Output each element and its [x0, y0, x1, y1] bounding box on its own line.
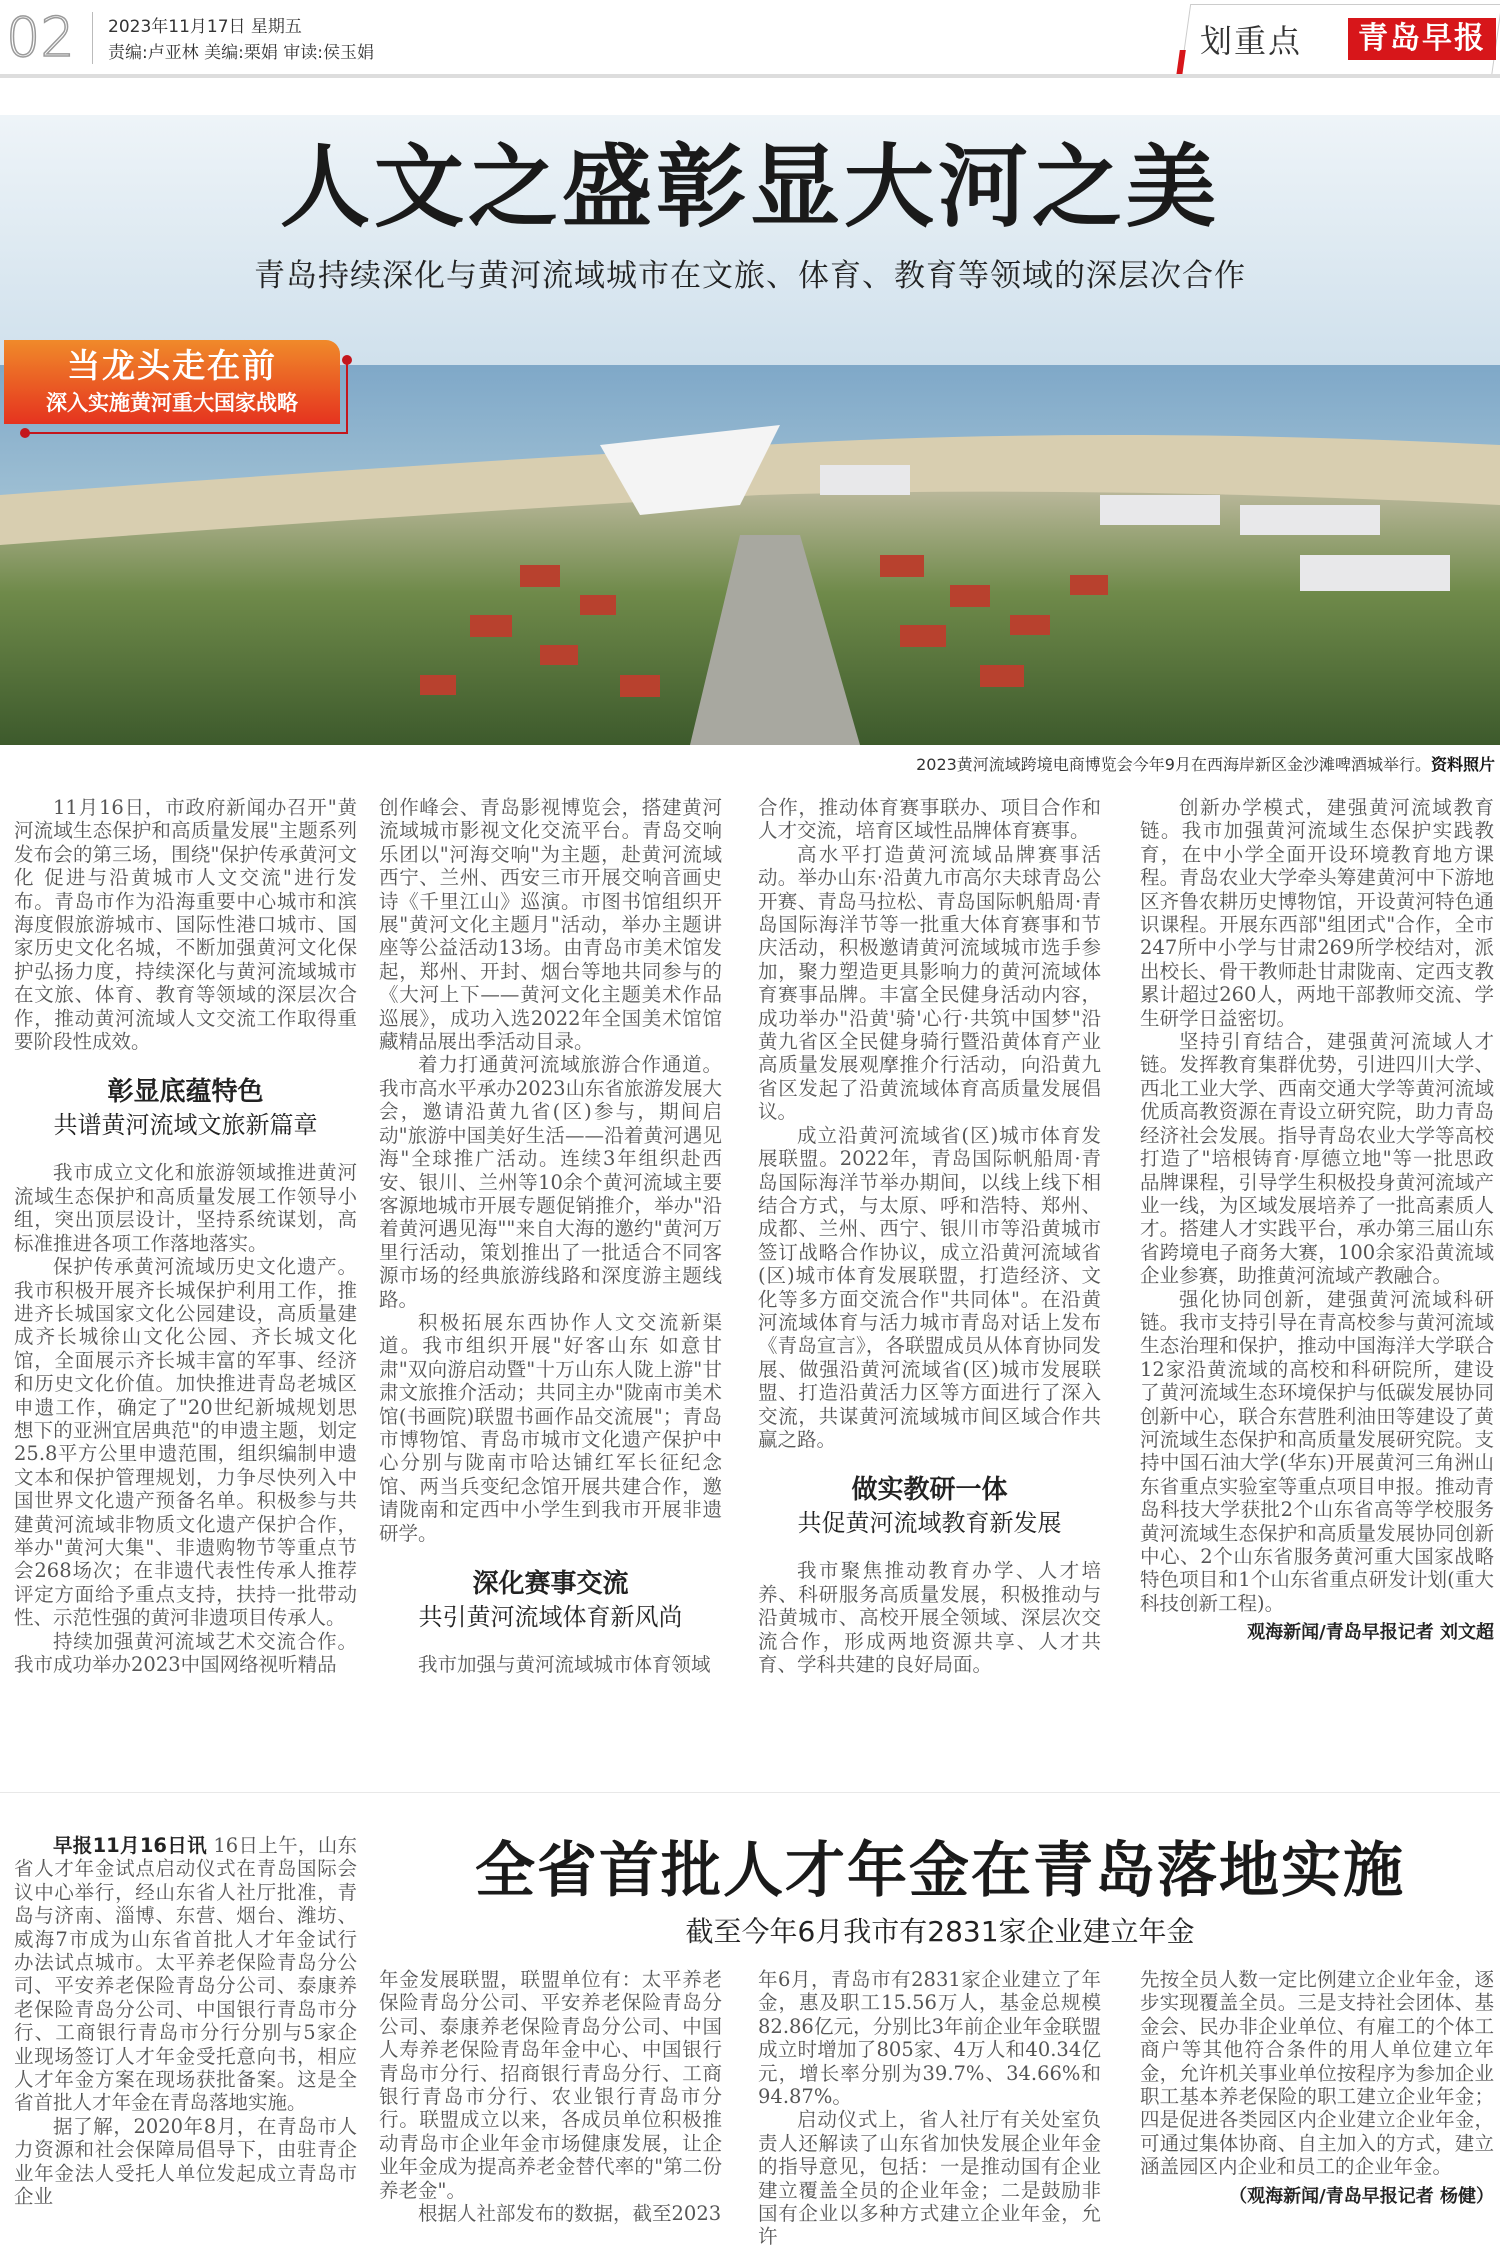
paragraph: 坚持引育结合，建强黄河流域人才链。发挥教育集群优势，引进四川大学、西北工业大学、西南交通大学等黄河流域优质高教资源在青设立研究院，助力青岛经济社会发展。指导青岛农业大学等高校打造了"培根铸育·厚德立地"等一批思政品牌课程，引导学生积极投身黄河流域产业一线，为区域发展培养了一批高素质人才。搭建人才实践平台，承办第三届山东省跨境电子商务大赛，100余家沿黄流域企业参赛，助推黄河流域产教融合。	[1140, 1030, 1494, 1288]
page-header	[0, 0, 1500, 80]
editor-credits: 责编:卢亚林 美编:栗娟 审读:侯玉娟	[108, 43, 374, 63]
byline: （观海新闻/青岛早报记者 杨健）	[1229, 2185, 1494, 2207]
newspaper-logo: 青岛早报	[1348, 18, 1496, 60]
story-column-4	[1140, 1968, 1494, 2208]
section-subheading	[758, 1473, 1101, 1539]
story-column-2	[379, 1968, 722, 2225]
paragraph: 我市成立文化和旅游领域推进黄河流域生态保护和高质量发展工作领导小组，突出顶层设计，坚持系统谋划，高标准推进各项工作落地落实。	[14, 1161, 357, 1255]
subheading-line2: 共谱黄河流域文旅新篇章	[53, 1111, 318, 1140]
paragraph: 年6月，青岛市有2831家企业建立了年金，惠及职工15.56万人，基金总规模82.86亿元，分别比3年前企业年金联盟成立时增加了805家、4万人和40.34亿元，增长率分别为39.7%、34.66%和94.87%。	[758, 1968, 1101, 2109]
paragraph: 成立沿黄河流域省(区)城市体育发展联盟。2022年，青岛国际帆船周·青岛国际海洋节举办期间，以线上线下相结合方式，与太原、呼和浩特、郑州、成都、兰州、西宁、银川市等沿黄城市签订战略合作协议，成立沿黄河流域省(区)城市体育发展联盟，打造经济、文化等多方面交流合作"共同体"。在沿黄河流域体育与活力城市青岛对话上发布《青岛宣言》，各联盟成员从体育协同发展、做强沿黄河流域省(区)城市发展联盟、打造沿黄活力区等方面进行了深入交流，共谋黄河流域城市间区域合作共赢之路。	[758, 1123, 1101, 1451]
paragraph: 我市聚焦推动教育办学、人才培养、科研服务高质量发展，积极推动与沿黄城市、高校开展全领域、深层次交流合作，形成两地资源共享、人才共育、学科共建的良好局面。	[758, 1559, 1101, 1676]
banner-title: 当龙头走在前	[67, 346, 277, 385]
paragraph: 根据人社部发布的数据，截至2023	[418, 2202, 722, 2226]
paragraph: 先按全员人数一定比例建立企业年金，逐步实现覆盖全员。三是支持社会团体、基金会、民办非企业单位、有雇工的个体工商户等其他符合条件的用人单位建立年金，允许机关事业单位按程序为参加企业职工基本养老保险的职工建立企业年金；四是促进各类园区内企业建立企业年金，可通过集体协商、自主加入的方式，建立涵盖园区内企业和员工的企业年金。	[1140, 1968, 1494, 2179]
banner-subtitle: 深入实施黄河重大国家战略	[46, 390, 298, 415]
article-column-4	[1140, 796, 1494, 1645]
subheading-line2: 共引黄河流域体育新风尚	[418, 1603, 683, 1631]
banner-decor-dot	[20, 428, 30, 438]
section-subheading	[379, 1567, 722, 1633]
subheading-line1: 深化赛事交流	[472, 1569, 629, 1599]
column-banner	[4, 340, 340, 424]
paragraph: 保护传承黄河流域历史文化遗产。我市积极开展齐长城保护利用工作，推进齐长城国家文化公园建设，高质量建成齐长城徐山文化公园、齐长城文化馆，全面展示齐长城丰富的军事、经济和历史文化价值。加快推进青岛老城区申遗工作，确定了"20世纪新城规划思想下的亚洲宜居典范"的申遗主题，划定25.8平方公里申遗范围，组织编制申遗文本和保护管理规划，力争尽快列入中国世界文化遗产预备名单。积极参与共建黄河流域非物质文化遗产保护合作，举办"黄河大集"、非遗购物节等重点节会268场次；在非遗代表性传承人推荐评定方面给予重点支持，扶持一批带动性、示范性强的黄河非遗项目传承人。	[14, 1255, 357, 1630]
banner-decor-dot	[342, 355, 352, 365]
paragraph: 我市加强与黄河流域城市体育领域	[418, 1653, 711, 1676]
banner-decor-line	[346, 358, 348, 434]
paragraph: 强化协同创新，建强黄河流域科研链。我市支持引导在青高校参与黄河流域生态治理和保护，推动中国海洋大学联合12家沿黄流域的高校和科研院所，建设了黄河流域生态环境保护与低碳发展协同创新中心，联合东营胜利油田等建设了黄河流域生态保护和高质量发展研究院。支持中国石油大学(华东)开展黄河三角洲山东省重点实验室等重点项目申报。推动青岛科技大学获批2个山东省高等学校服务黄河流域生态保护和高质量发展协同创新中心、2个山东省服务黄河重大国家战略特色项目和1个山东省重点研发计划(重大科技创新工程)。	[1140, 1287, 1494, 1615]
issue-date: 2023年11月17日 星期五	[108, 17, 302, 37]
photo-caption	[760, 752, 1495, 775]
story-headline: 全省首批人才年金在青岛落地实施	[475, 1836, 1405, 1906]
story-subheadline: 截至今年6月我市有2831家企业建立年金	[685, 1915, 1195, 1948]
article-column-2	[379, 796, 722, 1676]
banner-decor-line	[26, 432, 346, 434]
paragraph-text: 16日上午，山东省人才年金试点启动仪式在青岛国际会议中心举行，经山东省人社厅批准，青岛与济南、淄博、东营、烟台、潍坊、威海7市成为山东省首批人才年金试行办法试点城市。太平养老保险青岛分公司、平安养老保险青岛分公司、泰康养老保险青岛分公司、中国银行青岛市分行、工商银行青岛市分行分别与5家企业现场签订人才年金受托意向书，相应人才年金方案在现场获批备案。这是全省首批人才年金在青岛落地实施。	[14, 1834, 357, 2115]
section-subheading	[14, 1075, 357, 1141]
paragraph: 积极拓展东西协作人文交流新渠道。我市组织开展"好客山东 如意甘肃"双向游启动暨"十万山东人陇上游"甘肃文旅推介活动；共同主办"陇南市美术馆(书画院)联盟书画作品交流展"；青岛市博物馆、青岛市城市文化遗产保护中心分别与陇南市哈达铺红军长征纪念馆、两当兵变纪念馆开展共建合作，邀请陇南和定西中小学生到我市开展非遗研学。	[379, 1310, 722, 1545]
paragraph: 11月16日，市政府新闻办召开"黄河流域生态保护和高质量发展"主题系列发布会的第三场，围绕"保护传承黄河文化 促进与沿黄城市人文交流"进行发布。青岛市作为沿海重要中心城市和滨海度假旅游城市、国际性港口城市、国家历史文化名城，不断加强黄河文化保护弘扬力度，持续深化与黄河流域城市在文旅、体育、教育等领域的深层次合作，推动黄河流域人文交流工作取得重要阶段性成效。	[14, 796, 357, 1054]
dateline: 早报11月16日讯	[53, 1834, 207, 1857]
paragraph: 着力打通黄河流域旅游合作通道。我市高水平承办2023山东省旅游发展大会，邀请沿黄九省(区)参与，期间启动"旅游中国美好生活——沿着黄河遇见海"全球推广活动。连续3年组织赴西安、银川、兰州等10余个黄河流域主要客源地城市开展专题促销推介，举办"沿着黄河遇见海""来自大海的邀约"黄河万里行活动，策划推出了一批适合不同客源市场的经典旅游线路和深度游主题线路。	[379, 1053, 722, 1311]
paragraph: 年金发展联盟，联盟单位有：太平养老保险青岛分公司、平安养老保险青岛分公司、泰康养老保险青岛分公司、中国人寿养老保险青岛年金中心、中国银行青岛市分行、招商银行青岛分行、工商银行青岛市分行、农业银行青岛市分行。联盟成立以来，各成员单位积极推动青岛市企业年金市场健康发展，让企业年金成为提高养老金替代率的"第二份养老金"。	[379, 1968, 722, 2202]
caption-credit: 资料照片	[1430, 755, 1495, 774]
paragraph: 创作峰会、青岛影视博览会，搭建黄河流域城市影视文化交流平台。青岛交响乐团以"河海交响"为主题，赴黄河流域西宁、兰州、西安三市开展交响音画史诗《千里江山》巡演。市图书馆组织开展"黄河文化主题月"活动，举办主题讲座等公益活动13场。由青岛市美术馆发起，郑州、开封、烟台等地共同参与的《大河上下——黄河文化主题美术作品巡展》，成功入选2022年全国美术馆馆藏精品展出季活动目录。	[379, 796, 722, 1054]
subheading-line1: 彰显底蕴特色	[107, 1077, 264, 1108]
paragraph: 据了解，2020年8月，在青岛市人力资源和社会保障局倡导下，由驻青企业年金法人受托人单位发起成立青岛市企业	[14, 2114, 357, 2209]
caption-text: 2023黄河流域跨境电商博览会今年9月在西海岸新区金沙滩啤酒城举行。	[916, 755, 1431, 774]
paragraph: 启动仪式上，省人社厅有关处室负责人还解读了山东省加快发展企业年金的指导意见，包括：一是推动国有企业建立覆盖全员的企业年金；二是鼓励非国有企业以多种方式建立企业年金，允许	[758, 2108, 1101, 2249]
story-column-1	[14, 1834, 357, 2209]
story-column-3	[758, 1968, 1101, 2249]
page-number: 02	[6, 6, 75, 69]
subheading-line2: 共促黄河流域教育新发展	[797, 1509, 1062, 1538]
section-divider	[0, 1792, 1500, 1793]
divider	[92, 12, 93, 64]
feature-headline: 人文之盛彰显大河之美	[280, 135, 1220, 240]
paragraph: 合作，推动体育赛事联办、项目合作和人才交流，培育区域性品牌体育赛事。	[758, 796, 1101, 843]
header-rule	[0, 74, 1500, 78]
article-column-3	[758, 796, 1101, 1676]
paragraph: 高水平打造黄河流域品牌赛事活动。举办山东·沿黄九市高尔夫球青岛公开赛、青岛马拉松、青岛国际帆船周·青岛国际海洋节等一批重大体育赛事和节庆活动，积极邀请黄河流域城市选手参加，聚力塑造更具影响力的黄河流域体育赛事品牌。丰富全民健身活动内容，成功举办"沿黄'骑'心行·共筑中国梦"沿黄九省区全民健身骑行暨沿黄体育产业高质量发展观摩推介行活动，向沿黄九省区发起了沿黄流域体育高质量发展倡议。	[758, 842, 1101, 1124]
section-name: 划重点	[1200, 22, 1303, 60]
paragraph: 持续加强黄河流域艺术交流合作。我市成功举办2023中国网络视听精品	[14, 1629, 357, 1676]
subheading-line1: 做实教研一体	[851, 1475, 1008, 1506]
article-column-1	[14, 796, 357, 1676]
paragraph: 创新办学模式，建强黄河流域教育链。我市加强黄河流域生态保护实践教育，在中小学全面开设环境教育地方课程。青岛农业大学牵头筹建黄河中下游地区齐鲁农耕历史博物馆，开设黄河特色通识课程。开展东西部"组团式"合作，全市247所中小学与甘肃269所学校结对，派出校长、骨干教师赴甘肃陇南、定西支教累计超过260人，两地干部教师交流、学生研学日益密切。	[1140, 796, 1494, 1030]
feature-subheadline: 青岛持续深化与黄河流域城市在文旅、体育、教育等领域的深层次合作	[254, 258, 1246, 294]
byline: 观海新闻/青岛早报记者 刘文超	[1247, 1622, 1494, 1644]
paragraph	[14, 1834, 357, 2115]
